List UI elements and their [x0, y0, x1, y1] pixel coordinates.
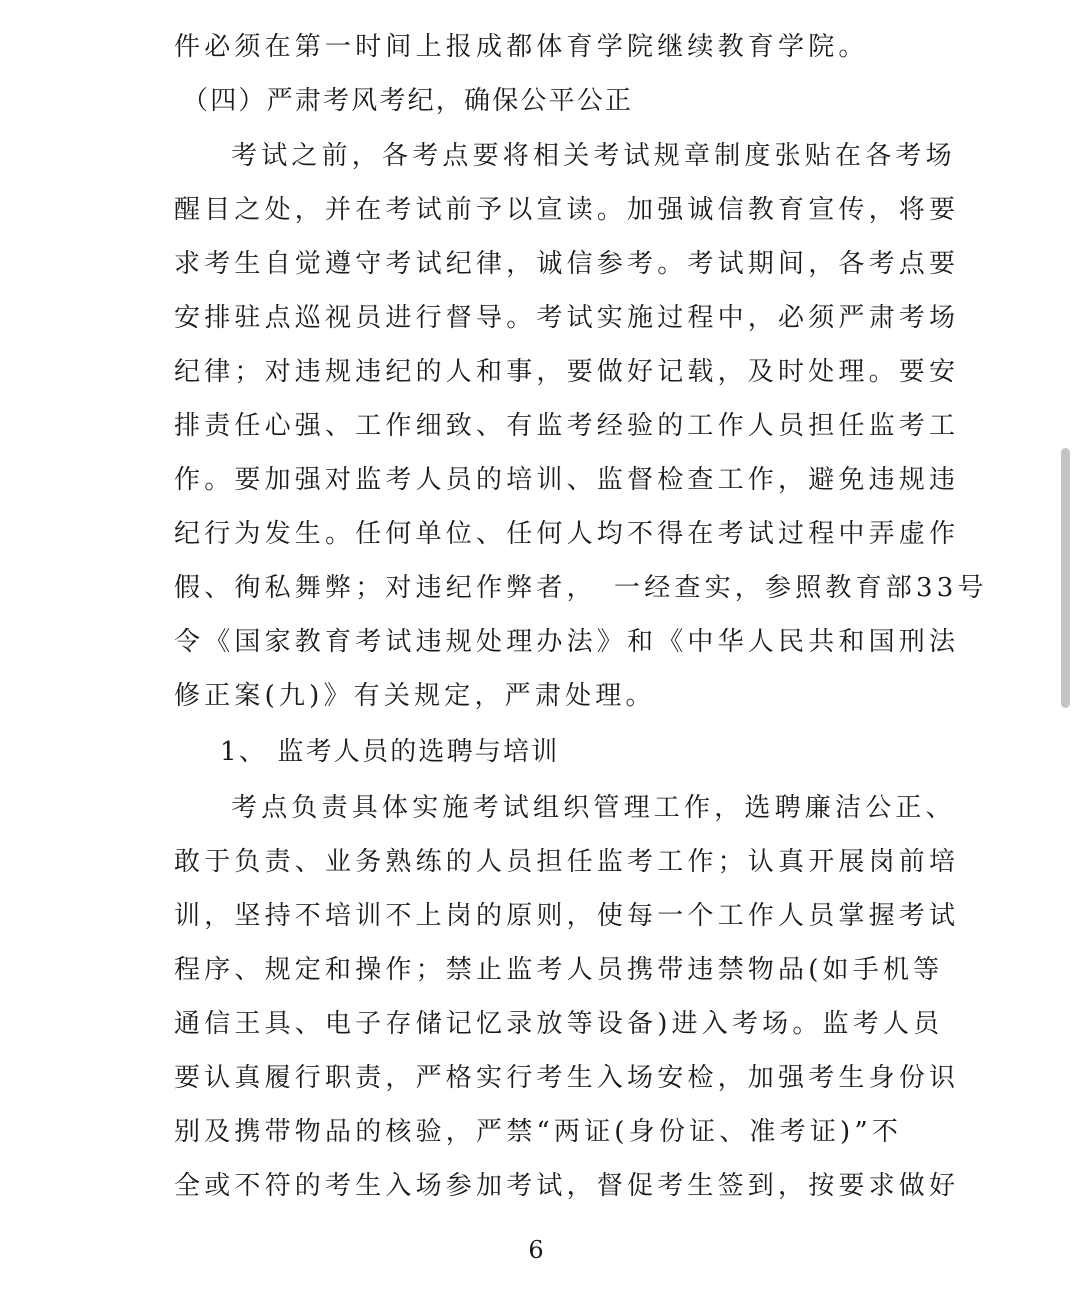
section-heading: （四）严肃考风考纪，确保公平公正	[182, 86, 634, 116]
paragraph-line: 敢于负责、业务熟练的人员担任监考工作；认真开展岗前培	[174, 847, 960, 877]
paragraph-line: 考试之前，各考点要将相关考试规章制度张贴在各考场	[231, 141, 956, 171]
paragraph-line: 要认真履行职责，严格实行考生入场安检，加强考生身份识	[174, 1063, 960, 1093]
paragraph-line: 全或不符的考生入场参加考试，督促考生签到，按要求做好	[174, 1171, 960, 1201]
paragraph-line: 假、徇私舞弊；对违纪作弊者， 一经查实，参照教育部33号	[174, 573, 988, 603]
paragraph-line: 安排驻点巡视员进行督导。考试实施过程中，必须严肃考场	[174, 303, 960, 333]
paragraph-line: 令《国家教育考试违规处理办法》和《中华人民共和国刑法	[174, 627, 960, 657]
vertical-scrollbar[interactable]	[1061, 448, 1070, 708]
page-number: 6	[528, 1236, 544, 1264]
paragraph-line: 作。要加强对监考人员的培训、监督检查工作，避免违规违	[174, 465, 960, 495]
subsection-heading: 1、 监考人员的选聘与培训	[220, 737, 560, 767]
paragraph-line: 求考生自觉遵守考试纪律，诚信参考。考试期间，各考点要	[174, 249, 960, 279]
paragraph-line: 程序、规定和操作；禁止监考人员携带违禁物品(如手机等	[174, 955, 944, 985]
paragraph-line: 训，坚持不培训不上岗的原则，使每一个工作人员掌握考试	[174, 901, 960, 931]
paragraph-line: 醒目之处，并在考试前予以宣读。加强诚信教育宣传，将要	[174, 195, 960, 225]
paragraph-line: 通信王具、电子存储记忆录放等设备)进入考场。监考人员	[174, 1009, 944, 1039]
paragraph-line: 纪行为发生。任何单位、任何人均不得在考试过程中弄虚作	[174, 519, 960, 549]
paragraph-line: 纪律；对违规违纪的人和事，要做好记载，及时处理。要安	[174, 357, 960, 387]
paragraph-line: 排责任心强、工作细致、有监考经验的工作人员担任监考工	[174, 411, 960, 441]
paragraph-line: 修正案(九)》有关规定，严肃处理。	[174, 681, 656, 711]
paragraph-line: 别及携带物品的核验，严禁“两证(身份证、准考证)”不	[174, 1117, 903, 1147]
paragraph-line: 考点负责具体实施考试组织管理工作，选聘廉洁公正、	[231, 793, 956, 823]
text-line-1: 件必须在第一时间上报成都体育学院继续教育学院。	[174, 32, 869, 62]
